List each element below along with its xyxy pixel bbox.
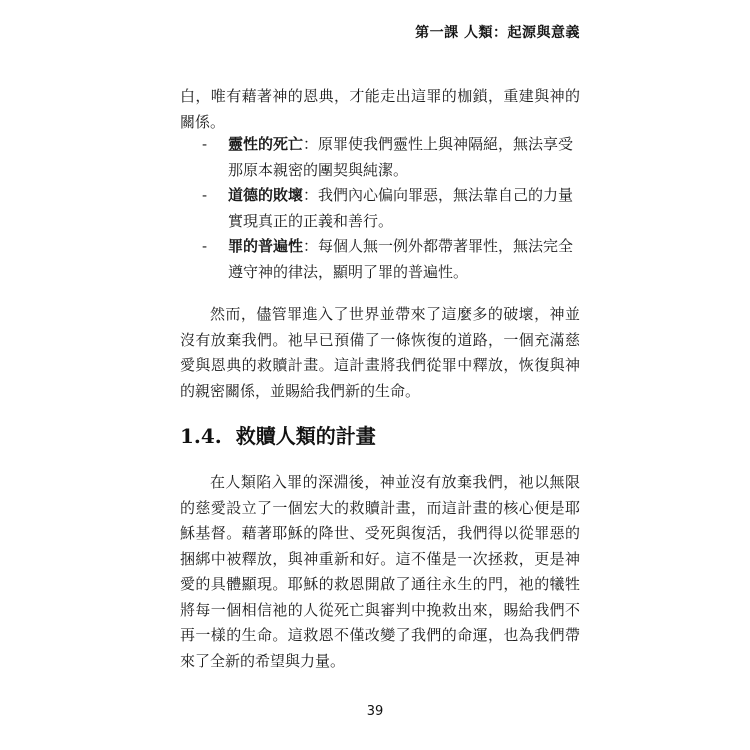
bullet-text: ：原罪使我們靈性上與神隔絕，無法享受那原本親密的團契與純潔。 [228, 135, 574, 179]
bullet-term: 靈性的死亡 [228, 135, 304, 153]
list-item [180, 183, 580, 234]
bullet-text: ：每個人無一例外都帶著罪性，無法完全遵守神的律法，顯明了罪的普遍性。 [228, 237, 574, 281]
consequences-list [180, 132, 580, 285]
list-item [180, 132, 580, 183]
intro-continuation-paragraph: 白，唯有藉著神的恩典，才能走出這罪的枷鎖，重建與神的關係。 [180, 87, 580, 131]
running-header: 第一課 人類：起源與意義 [415, 25, 580, 41]
bullet-dash: - [202, 135, 208, 153]
bullet-dash: - [202, 237, 208, 255]
bullet-term: 道德的敗壞 [228, 186, 304, 204]
section-number: 1.4. [180, 424, 222, 448]
bullet-text: ：我們內心偏向罪惡，無法靠自己的力量實現真正的正義和善行。 [228, 186, 574, 230]
body-paragraph-redemption: 在人類陷入罪的深淵後，神並沒有放棄我們，祂以無限的慈愛設立了一個宏大的救贖計畫，而這計畫的核心便是耶穌基督。藉著耶穌的降世、受死與復活，我們得以從罪惡的捆綁中被釋放，與神重新和好。這不僅是一次拯救，更是神愛的具體顯現。耶穌的救恩開啟了通往永生的門，祂的犧牲將每一個相信祂的人從死亡與審判中挽救出來，賜給我們不再一樣的生命。這救恩不僅改變了我們的命運，也為我們帶來了全新的希望與力量。 [180, 473, 580, 670]
page-number: 39 [366, 704, 384, 719]
body-paragraph-restoration: 然而，儘管罪進入了世界並帶來了這麼多的破壞，神並沒有放棄我們。祂早已預備了一條恢復的道路，一個充滿慈愛與恩典的救贖計畫。這計畫將我們從罪中釋放，恢復與神的親密關係，並賜給我們新的生命。 [180, 305, 580, 400]
bullet-dash: - [202, 186, 208, 204]
list-item [180, 234, 580, 285]
section-title: 救贖人類的計畫 [235, 424, 376, 448]
section-heading [180, 420, 376, 449]
bullet-term: 罪的普遍性 [228, 237, 304, 255]
